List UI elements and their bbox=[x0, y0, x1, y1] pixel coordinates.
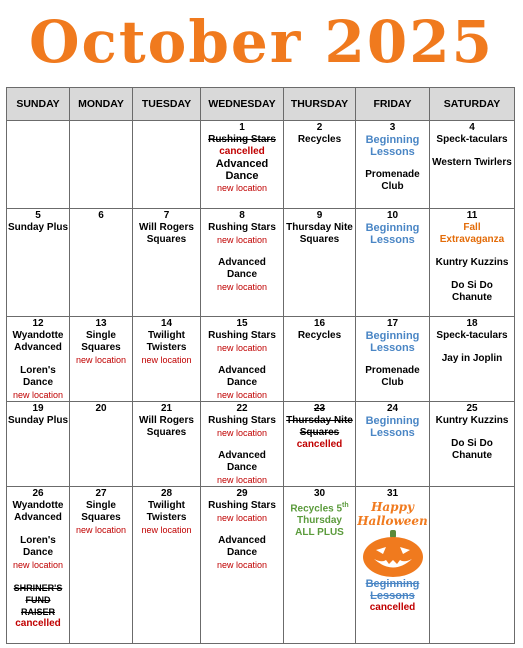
day-cell-31 bbox=[356, 487, 430, 644]
event-do-si-do-chanute: Do Si Do Chanute bbox=[451, 280, 493, 303]
event-rushing-stars: Rushing Stars bbox=[208, 415, 276, 426]
new-location-label: new location bbox=[216, 343, 268, 353]
day-cell-12 bbox=[7, 317, 70, 402]
week-row-2 bbox=[7, 209, 515, 317]
day-cell-19 bbox=[7, 402, 70, 487]
event-advanced-dance: Advanced Dance bbox=[215, 158, 269, 182]
new-location-label: new location bbox=[216, 282, 268, 292]
event-fall-extravaganza: Fall Extravaganza bbox=[439, 222, 505, 245]
new-location-label: new location bbox=[216, 390, 268, 400]
day-cell-5 bbox=[7, 209, 70, 317]
day-number: 5 bbox=[35, 210, 41, 221]
event-beginning-lessons: Beginning Lessons bbox=[365, 134, 420, 158]
cancelled-label: cancelled bbox=[369, 602, 416, 613]
event-kuntry-kuzzins: Kuntry Kuzzins bbox=[435, 257, 509, 268]
day-number: 7 bbox=[163, 210, 170, 221]
event-promenade-club: Promenade Club bbox=[365, 169, 420, 192]
event-rushing-stars: Rushing Stars bbox=[208, 134, 276, 145]
day-number: 27 bbox=[95, 488, 107, 499]
halloween-text: Halloween bbox=[357, 514, 428, 528]
week-row-3 bbox=[7, 317, 515, 402]
event-thursday-nite-squares: Thursday Nite Squares bbox=[286, 222, 353, 245]
event-recycles: Recycles bbox=[297, 330, 342, 341]
event-will-rogers-squares: Will Rogers Squares bbox=[139, 415, 194, 438]
day-cell-23 bbox=[284, 402, 356, 487]
day-number: 4 bbox=[469, 122, 475, 133]
day-cell-empty bbox=[133, 121, 201, 209]
header-tuesday: TUESDAY bbox=[133, 88, 201, 121]
day-cell-26 bbox=[7, 487, 70, 644]
all-plus-text: ALL PLUS bbox=[295, 527, 344, 539]
day-cell-7 bbox=[133, 209, 201, 317]
event-lorens-dance: Loren's Dance bbox=[20, 535, 56, 558]
event-recycles-5th-thursday bbox=[285, 500, 354, 515]
day-cell-9 bbox=[284, 209, 356, 317]
new-location-label: new location bbox=[216, 183, 268, 193]
event-sunday-plus: Sunday Plus bbox=[8, 415, 69, 426]
new-location-label: new location bbox=[216, 513, 268, 523]
day-number: 16 bbox=[313, 318, 326, 329]
jack-o-lantern-icon bbox=[362, 530, 424, 578]
new-location-label: new location bbox=[75, 525, 127, 535]
cancelled-label: cancelled bbox=[15, 618, 61, 629]
day-number: 1 bbox=[239, 122, 245, 133]
event-wyandotte-advanced: Wyandotte Advanced bbox=[12, 330, 64, 353]
new-location-label: new location bbox=[216, 428, 268, 438]
day-number: 8 bbox=[239, 210, 245, 221]
day-number: 2 bbox=[316, 122, 323, 133]
week-row-5 bbox=[7, 487, 515, 644]
new-location-label: new location bbox=[141, 355, 192, 365]
week-row-1 bbox=[7, 121, 515, 209]
day-cell-22 bbox=[201, 402, 284, 487]
day-number: 24 bbox=[386, 403, 399, 414]
event-wyandotte-advanced: Wyandotte Advanced bbox=[12, 500, 64, 523]
header-friday: FRIDAY bbox=[356, 88, 430, 121]
day-cell-27 bbox=[70, 487, 133, 644]
cancelled-label: cancelled bbox=[296, 439, 343, 450]
event-will-rogers-squares: Will Rogers Squares bbox=[139, 222, 194, 245]
header-sunday: SUNDAY bbox=[7, 88, 70, 121]
event-twilight-twisters: Twilight Twisters bbox=[146, 330, 187, 353]
calendar-grid bbox=[6, 87, 515, 644]
day-cell-empty bbox=[430, 487, 515, 644]
day-cell-8 bbox=[201, 209, 284, 317]
new-location-label: new location bbox=[12, 560, 64, 570]
day-number: 3 bbox=[389, 122, 396, 133]
day-number: 26 bbox=[32, 488, 44, 499]
day-cell-16 bbox=[284, 317, 356, 402]
event-shriners-fund-raiser: SHRINER'S FUND RAISER bbox=[13, 583, 63, 617]
day-cell-1 bbox=[201, 121, 284, 209]
ordinal-suffix: th bbox=[342, 502, 349, 509]
day-number: 13 bbox=[95, 318, 107, 329]
calendar-title: October 2025 bbox=[29, 8, 494, 76]
day-cell-11 bbox=[430, 209, 515, 317]
event-beginning-lessons: Beginning Lessons bbox=[365, 415, 420, 439]
new-location-label: new location bbox=[12, 390, 64, 400]
day-cell-3 bbox=[356, 121, 430, 209]
event-western-twirlers: Western Twirlers bbox=[432, 157, 512, 168]
event-beginning-lessons: Beginning Lessons bbox=[365, 330, 420, 354]
event-beginning-lessons: Beginning Lessons bbox=[365, 222, 420, 246]
event-sunday-plus: Sunday Plus bbox=[8, 222, 69, 233]
week-row-4 bbox=[7, 402, 515, 487]
day-number: 31 bbox=[386, 488, 399, 499]
day-cell-6 bbox=[70, 209, 133, 317]
event-advanced-dance: Advanced Dance bbox=[218, 257, 266, 280]
day-number: 29 bbox=[236, 488, 248, 499]
day-number: 15 bbox=[236, 318, 248, 329]
new-location-label: new location bbox=[141, 525, 192, 535]
event-single-squares: Single Squares bbox=[81, 330, 121, 353]
event-kuntry-kuzzins: Kuntry Kuzzins bbox=[435, 415, 509, 426]
weekday-header-row bbox=[7, 88, 515, 121]
event-do-si-do-chanute: Do Si Do Chanute bbox=[451, 438, 493, 461]
event-advanced-dance: Advanced Dance bbox=[218, 450, 266, 473]
day-cell-4 bbox=[430, 121, 515, 209]
day-cell-10 bbox=[356, 209, 430, 317]
day-cell-20 bbox=[70, 402, 133, 487]
day-cell-25 bbox=[430, 402, 515, 487]
day-number: 21 bbox=[160, 403, 173, 414]
day-cell-15 bbox=[201, 317, 284, 402]
day-cell-24 bbox=[356, 402, 430, 487]
day-number: 12 bbox=[32, 318, 44, 329]
day-number: 17 bbox=[386, 318, 399, 329]
day-number: 20 bbox=[95, 403, 107, 414]
day-cell-21 bbox=[133, 402, 201, 487]
day-cell-17 bbox=[356, 317, 430, 402]
day-cell-28 bbox=[133, 487, 201, 644]
cancelled-label: cancelled bbox=[219, 146, 265, 157]
day-cell-13 bbox=[70, 317, 133, 402]
day-cell-2 bbox=[284, 121, 356, 209]
day-number: 25 bbox=[466, 403, 478, 414]
header-saturday: SATURDAY bbox=[430, 88, 515, 121]
event-thursday-nite-squares: Thursday Nite Squares bbox=[286, 415, 353, 438]
event-beginning-lessons: Beginning Lessons bbox=[365, 578, 420, 602]
event-jay-in-joplin: Jay in Joplin bbox=[441, 353, 503, 364]
day-number: 10 bbox=[386, 210, 399, 221]
header-wednesday: WEDNESDAY bbox=[201, 88, 284, 121]
day-number: 9 bbox=[316, 210, 323, 221]
event-speck-taculars: Speck-taculars bbox=[436, 330, 508, 341]
new-location-label: new location bbox=[216, 235, 268, 245]
day-cell-29 bbox=[201, 487, 284, 644]
day-number: 14 bbox=[160, 318, 173, 329]
event-recycles: Recycles bbox=[297, 134, 342, 145]
event-single-squares: Single Squares bbox=[81, 500, 121, 523]
event-twilight-twisters: Twilight Twisters bbox=[146, 500, 187, 523]
day-number: 11 bbox=[466, 210, 478, 221]
thursday-text: Thursday bbox=[296, 515, 342, 527]
event-speck-taculars: Speck-taculars bbox=[436, 134, 508, 145]
event-advanced-dance: Advanced Dance bbox=[218, 365, 266, 388]
day-cell-30 bbox=[284, 487, 356, 644]
day-number: 23 bbox=[313, 403, 326, 414]
day-number: 22 bbox=[236, 403, 248, 414]
new-location-label: new location bbox=[216, 560, 268, 570]
event-advanced-dance: Advanced Dance bbox=[218, 535, 266, 558]
header-monday: MONDAY bbox=[70, 88, 133, 121]
day-cell-18 bbox=[430, 317, 515, 402]
new-location-label: new location bbox=[75, 355, 127, 365]
event-lorens-dance: Loren's Dance bbox=[20, 365, 56, 388]
event-rushing-stars: Rushing Stars bbox=[208, 500, 276, 511]
day-number: 19 bbox=[32, 403, 44, 414]
day-number: 18 bbox=[466, 318, 478, 329]
header-thursday: THURSDAY bbox=[284, 88, 356, 121]
event-rushing-stars: Rushing Stars bbox=[208, 222, 276, 233]
day-cell-empty bbox=[70, 121, 133, 209]
day-number: 28 bbox=[160, 488, 173, 499]
day-number: 6 bbox=[98, 210, 104, 221]
day-cell-14 bbox=[133, 317, 201, 402]
event-rushing-stars: Rushing Stars bbox=[208, 330, 276, 341]
day-number: 30 bbox=[313, 488, 326, 499]
event-promenade-club: Promenade Club bbox=[365, 365, 420, 388]
day-cell-empty bbox=[7, 121, 70, 209]
new-location-label: new location bbox=[216, 475, 268, 485]
recycles-5-text: Recycles 5 bbox=[290, 503, 343, 515]
happy-text: Happy bbox=[371, 500, 414, 514]
